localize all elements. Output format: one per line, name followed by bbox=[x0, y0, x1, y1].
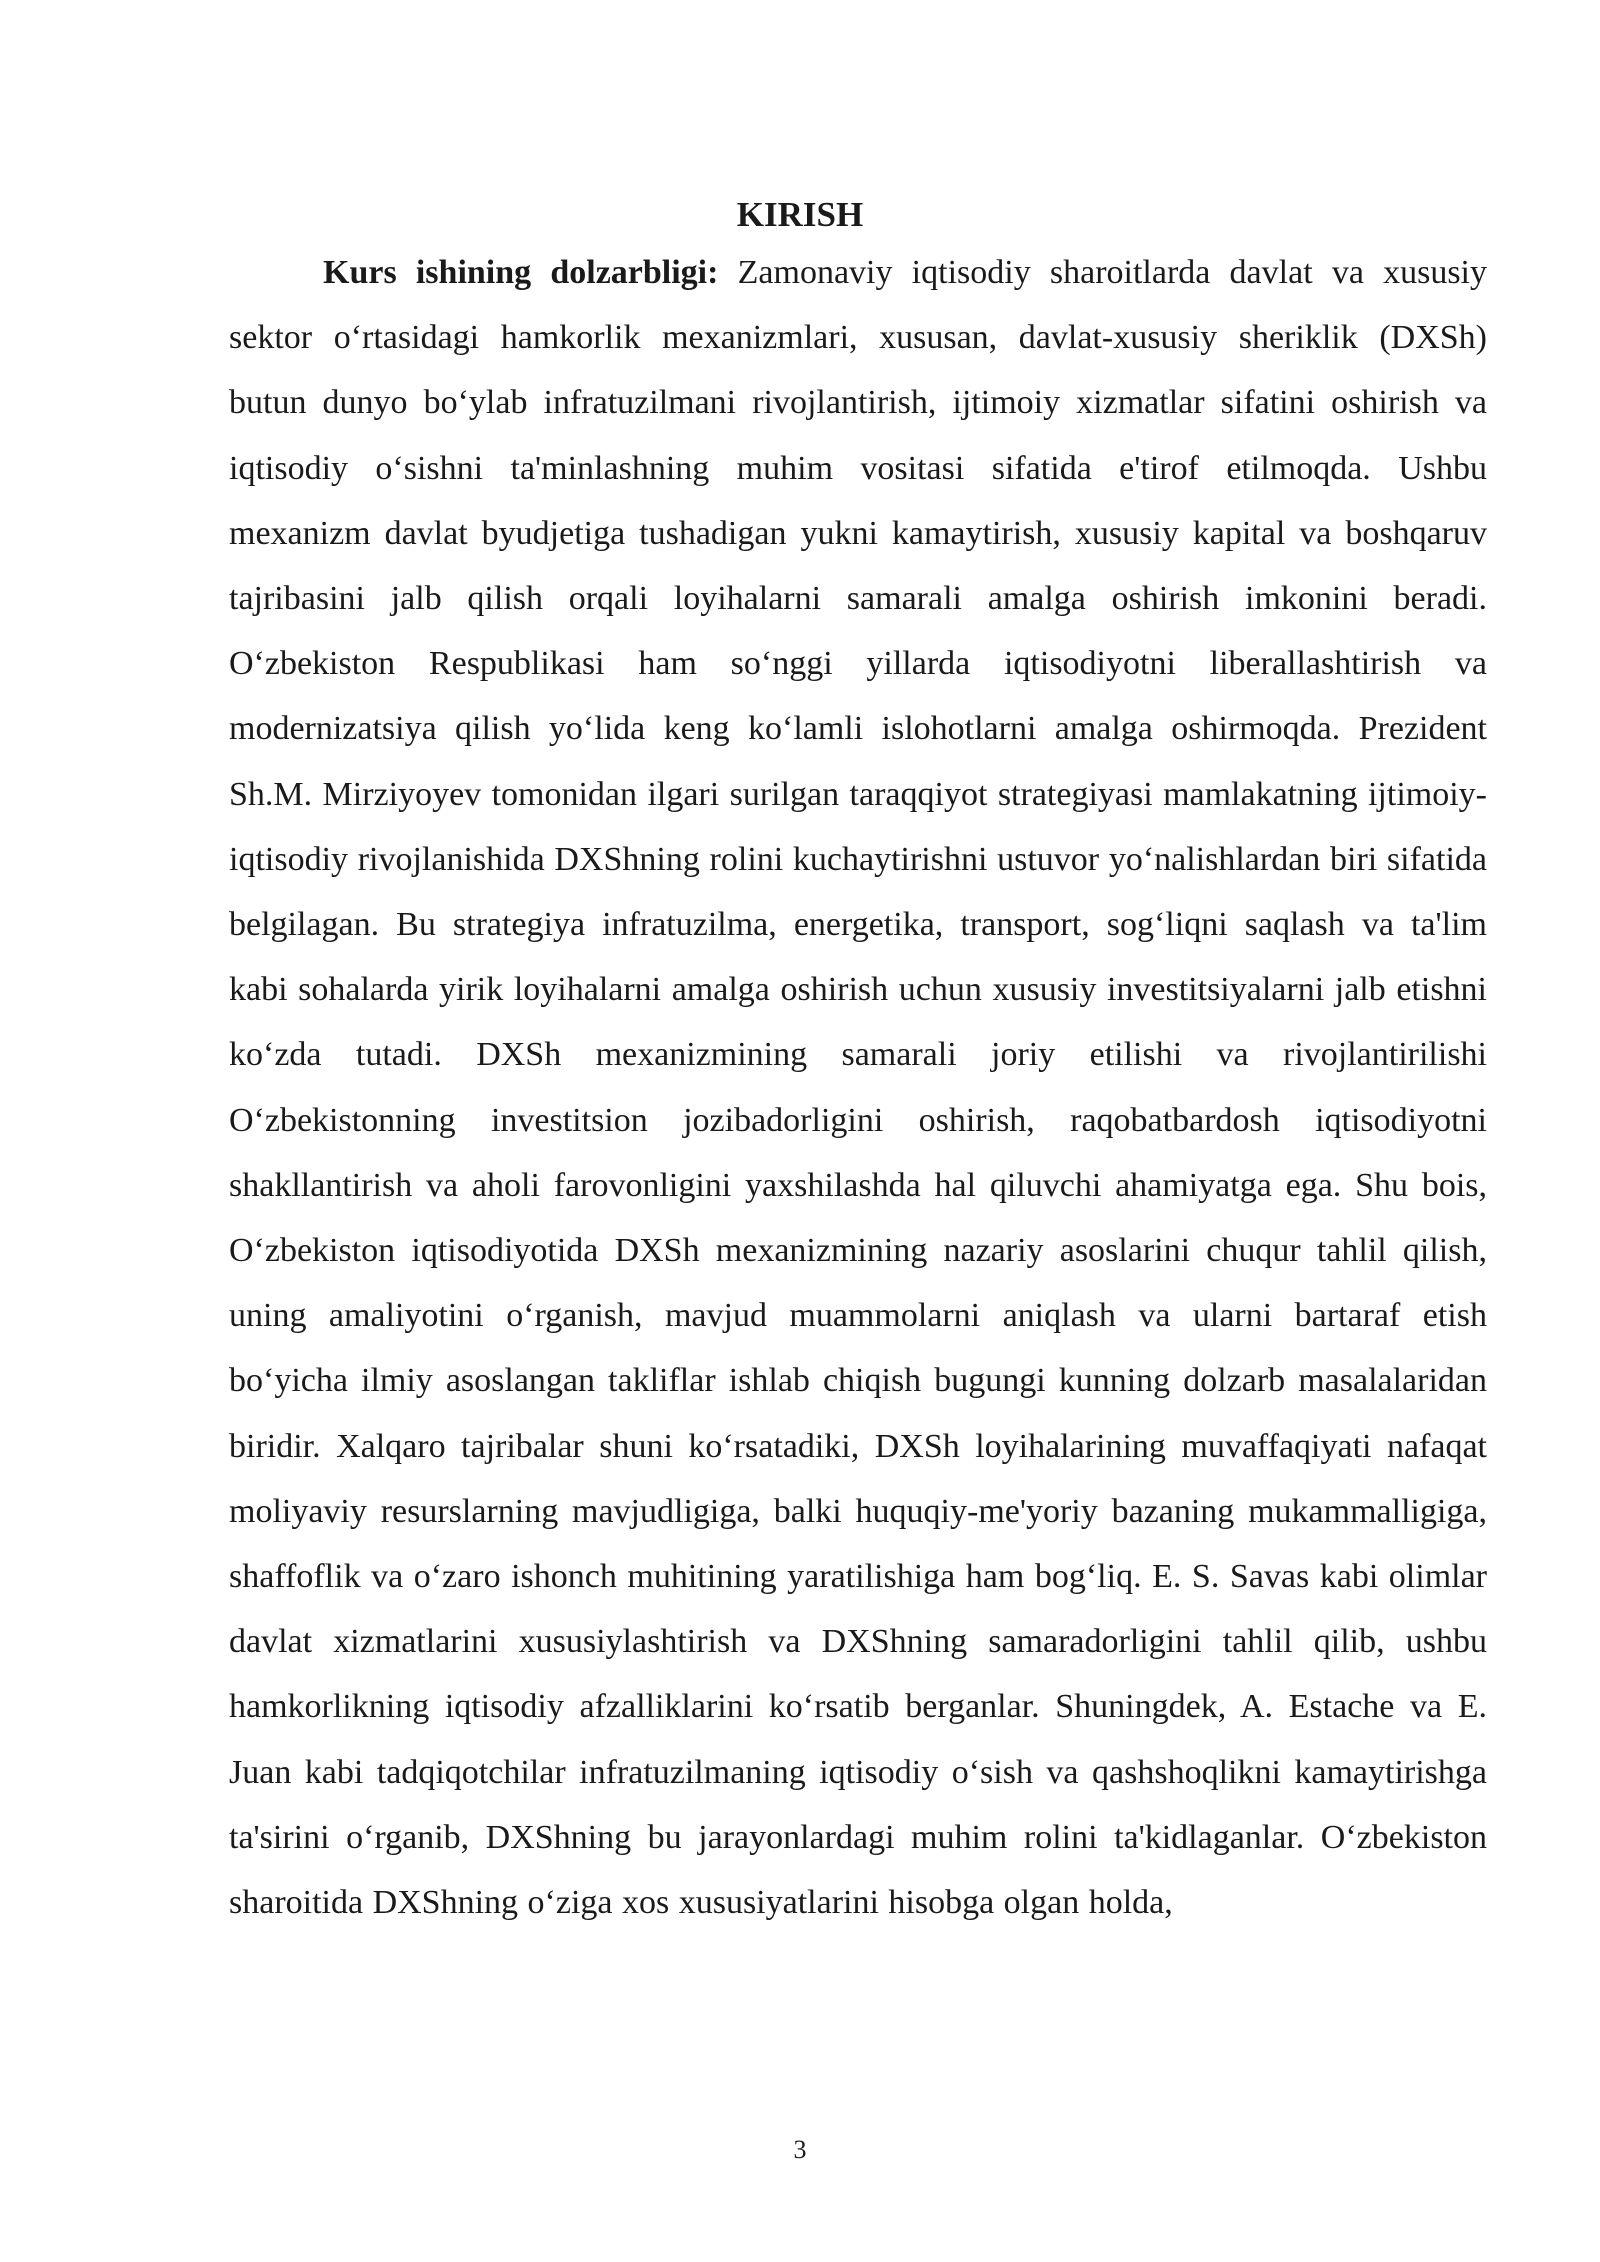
paragraph-text: Zamonaviy iqtisodiy sharoitlarda davlat va xususiy sektor o‘rtasidagi hamkorlik mexanizmlari, xususan, davlat-xususiy sheriklik (DXSh) butun dunyo bo‘ylab infratuzilmani rivojlantirish, ijtimoiy xizmatlar sifatini oshirish va iqtisodiy o‘sishni ta'minlashning muhim vositasi sifatida e'tirof etilmoqda. Ushbu mexanizm davlat byudjetiga tushadigan yukni kamaytirish, xususiy kapital va boshqaruv tajribasini jalb qilish orqali loyihalarni samarali amalga oshirish imkonini beradi. O‘zbekiston Respublikasi ham so‘nggi yillarda iqtisodiyotni liberallashtirish va modernizatsiya qilish yo‘lida keng ko‘lamli islohotlarni amalga oshirmoqda. Prezident Sh.M. Mirziyoyev tomonidan ilgari surilgan taraqqiyot strategiyasi mamlakatning ijtimoiy-iqtisodiy rivojlanishida DXShning rolini kuchaytirishni ustuvor yo‘nalishlardan biri sifatida belgilagan. Bu strategiya infratuzilma, energetika, transport, sog‘liqni saqlash va ta'lim kabi sohalarda yirik loyihalarni amalga oshirish uchun xususiy investitsiyalarni jalb etishni ko‘zda tutadi. DXSh mexanizmining samarali joriy etilishi va rivojlantirilishi O‘zbekistonning investitsion jozibadorligini oshirish, raqobatbardosh iqtisodiyotni shakllantirish va aholi farovonligini yaxshilashda hal qiluvchi ahamiyatga ega. Shu bois, O‘zbekiston iqtisodiyotida DXSh mexanizmining nazariy asoslarini chuqur tahlil qilish, uning amaliyotini o‘rganish, mavjud muammolarni aniqlash va ularni bartaraf etish bo‘yicha ilmiy asoslangan takliflar ishlab chiqish bugungi kunning dolzarb masalalaridan biridir. Xalqaro tajribalar shuni ko‘rsatadiki, DXSh loyihalarining muvaffaqiyati nafaqat moliyaviy resurslarning mavjudligiga, balki huquqiy-me'yoriy bazaning mukammalligiga, shaffoflik va o‘zaro ishonch muhitining yaratilishiga ham bog‘liq. E. S. Savas kabi olimlar davlat xizmatlarini xususiylashtirish va DXShning samaradorligini tahlil qilib, ushbu hamkorlikning iqtisodiy afzalliklarini ko‘rsatib berganlar. Shuningdek, A. Estache va E. Juan kabi tadqiqotchilar infratuzilmaning iqtisodiy o‘sish va qashshoqlikni kamaytirishga ta'sirini o‘rganib, DXShning bu jarayonlardagi muhim rolini ta'kidlaganlar. O‘zbekiston sharoitida DXShning o‘ziga xos xususiyatlarini hisobga olgan holda, bbox=[229, 254, 1488, 1922]
paragraph-lead: Kurs ishining dolzarbligi: bbox=[323, 254, 719, 291]
body-paragraph bbox=[229, 240, 1487, 1935]
page-number: 3 bbox=[793, 2135, 807, 2164]
section-heading: KIRISH bbox=[736, 195, 864, 234]
